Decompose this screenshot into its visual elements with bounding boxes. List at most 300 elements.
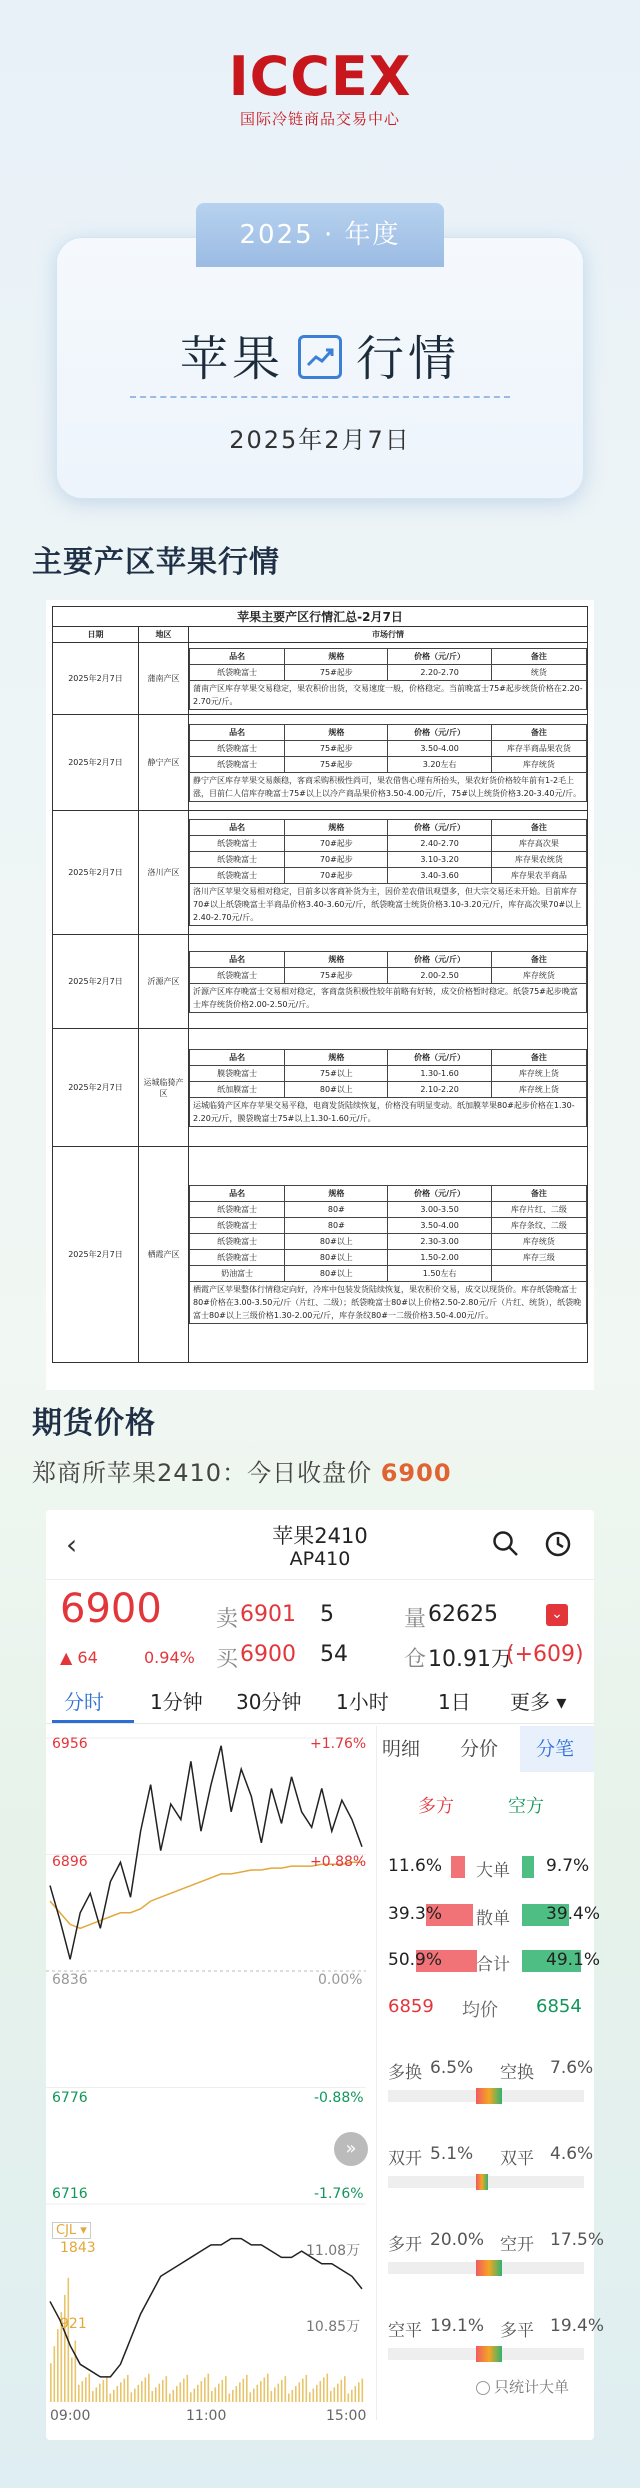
volume-bar [75, 2341, 77, 2402]
row-region: 蒲南产区 [139, 643, 189, 715]
inner-header: 规格 [285, 1049, 388, 1065]
bear-bar [522, 1856, 534, 1878]
inner-header: 价格（元/斤） [388, 820, 491, 836]
pair-b-value: 7.6% [550, 2058, 594, 2078]
volume-bar [145, 2377, 147, 2402]
flow-bull-pct: 39.3% [388, 1904, 443, 1924]
y-pct-1: +1.76% [310, 1736, 367, 1752]
row-region: 沂源产区 [139, 935, 189, 1029]
region-note: 运城临猗产区库存苹果交易平稳，电商发货陆续恢复，价格没有明显变动。纸加膜苹果80#起步价格在1.30-2.20元/斤，膜袋晚富士75#以上1.30-1.60元/斤。 [190, 1097, 587, 1126]
pair-a-value: 6.5% [430, 2058, 474, 2078]
price-cell: 膜袋晚富士 [190, 1065, 285, 1081]
volume-bar [341, 2380, 343, 2402]
col-header-region: 地区 [139, 627, 189, 643]
title-date: 2025年2月7日 [229, 426, 411, 454]
price-cell: 75#起步 [285, 967, 388, 983]
volume-bar [106, 2376, 108, 2402]
volume-bar [292, 2390, 294, 2402]
volume-bar [155, 2387, 157, 2402]
inner-header: 规格 [285, 724, 388, 740]
row-region: 静宁产区 [139, 715, 189, 811]
volume-bar [96, 2387, 98, 2402]
price-row [190, 1266, 587, 1282]
title-divider [130, 396, 510, 398]
table-row [53, 643, 588, 715]
volume-bar [134, 2389, 136, 2402]
tab-1hour[interactable]: 1小时 [336, 1690, 389, 1714]
flow-bull-pct: 11.6% [388, 1856, 443, 1876]
flow-name: 散单 [476, 1909, 510, 1929]
y-label-2: 6896 [52, 1854, 88, 1870]
price-cell: 纸袋晚富士 [190, 1218, 285, 1234]
bear-label: 空方 [508, 1796, 544, 1817]
section-heading-futures: 期货价格 [32, 1406, 156, 1441]
price-cell: 纸袋晚富士 [190, 756, 285, 772]
volume-bar [281, 2380, 283, 2402]
volume-bar [64, 2295, 66, 2402]
inner-header: 品名 [190, 724, 285, 740]
year-tab: 2025 · 年度 [196, 203, 444, 267]
price-row [190, 1202, 587, 1218]
side-tab-detail[interactable]: 明细 [382, 1738, 421, 1760]
pair-a-value: 19.1% [430, 2316, 485, 2336]
volume-bar [211, 2391, 213, 2402]
app-header [46, 1510, 594, 1580]
price-change-pct: 0.94% [144, 1648, 195, 1667]
only-big-label: 只统计大单 [494, 2378, 570, 2396]
price-cell: 2.30-3.00 [388, 1234, 491, 1250]
price-cell: 库存半商品果农货 [491, 740, 586, 756]
volume-bar [148, 2374, 150, 2402]
volume-bar [358, 2382, 360, 2402]
pair-a-label: 多开 [388, 2235, 422, 2255]
row-date: 2025年2月7日 [53, 1029, 139, 1147]
inner-header: 规格 [285, 1186, 388, 1202]
volume-bar [208, 2374, 210, 2402]
row-market [189, 715, 588, 811]
tab-1min[interactable]: 1分钟 [150, 1690, 203, 1714]
brand-logo [0, 45, 640, 129]
price-cell: 3.20左右 [388, 756, 491, 772]
price-row [190, 1234, 587, 1250]
price-cell [491, 1266, 586, 1282]
futures-close-line [32, 1453, 452, 1488]
volume-bar [260, 2381, 262, 2402]
volume-bar [302, 2379, 304, 2402]
volume-bar [110, 2394, 112, 2402]
price-row [190, 836, 587, 852]
volume-bar [344, 2376, 346, 2402]
flow-bear-pct: 9.7% [546, 1856, 590, 1876]
price-row [190, 967, 587, 983]
volume-bar [166, 2376, 168, 2402]
table-row [53, 811, 588, 935]
volume-bar [267, 2374, 269, 2402]
pair-a-label: 多换 [388, 2063, 422, 2083]
volume-bar [92, 2391, 94, 2402]
tab-more[interactable]: 更多 ▾ [510, 1690, 567, 1714]
row-region: 洛川产区 [139, 811, 189, 935]
volume-bar [320, 2381, 322, 2402]
volume-bar [120, 2382, 122, 2402]
page-title [56, 320, 584, 389]
inner-header: 备注 [491, 1049, 586, 1065]
volume-bar [348, 2394, 350, 2402]
volume-bar [278, 2384, 280, 2402]
market-table [52, 606, 588, 1363]
volume-bar [113, 2390, 115, 2402]
volume-bar [131, 2392, 133, 2402]
volume-bar [264, 2377, 266, 2402]
pair-b-label: 空换 [500, 2063, 534, 2083]
x-label-start: 09:00 [50, 2408, 91, 2424]
col-header-date: 日期 [53, 627, 139, 643]
flow-bear-pct: 39.4% [546, 1904, 601, 1924]
row-market [189, 643, 588, 715]
price-cell: 2.20-2.70 [388, 664, 491, 680]
market-table-image [46, 600, 594, 1390]
pair-bar [476, 2088, 502, 2104]
volume-bar [327, 2374, 329, 2402]
last-price: 6900 [60, 1586, 162, 1632]
volume-bar [274, 2387, 276, 2402]
quote-app [46, 1510, 605, 2440]
pair-b-label: 空开 [500, 2235, 534, 2255]
buy-volume: 54 [320, 1642, 348, 1667]
avg-bear: 6854 [536, 1996, 582, 2017]
region-note: 洛川产区苹果交易相对稳定，目前多以客商补货为主，因价差农借讯观望多，但大宗交易还未开始。目前库存70#以上纸袋晚富士半商品价格3.40-3.60元/斤，纸袋晚富士统货价格3.10-3.20元/斤，库存高次果70#以上2.40-2.70元/斤。 [190, 884, 587, 926]
price-cell: 70#起步 [285, 836, 388, 852]
tab-1day[interactable]: 1日 [438, 1690, 471, 1714]
price-cell: 80#以上 [285, 1234, 388, 1250]
inner-header: 备注 [491, 951, 586, 967]
oi-label: 仓 [404, 1647, 427, 1672]
volume-bar [232, 2390, 234, 2402]
price-cell: 75#起步 [285, 756, 388, 772]
flow-bull-pct: 50.9% [388, 1950, 443, 1970]
row-region: 栖霞产区 [139, 1147, 189, 1363]
inner-header: 规格 [285, 820, 388, 836]
row-date: 2025年2月7日 [53, 715, 139, 811]
price-cell: 库存三级 [491, 1250, 586, 1266]
price-cell: 库存统上货 [491, 1081, 586, 1097]
price-cell: 库存片红、二级 [491, 1202, 586, 1218]
price-cell: 库存高次果 [491, 836, 586, 852]
volume-bar [222, 2380, 224, 2402]
contract-code: AP410 [289, 1548, 351, 1570]
y-label-1: 6956 [52, 1736, 88, 1752]
price-cell: 70#起步 [285, 868, 388, 884]
table-row [53, 935, 588, 1029]
futures-close-label: 郑商所苹果2410：今日收盘价 [32, 1459, 373, 1487]
volume-bar [152, 2391, 154, 2402]
clock-icon[interactable] [544, 1530, 572, 1562]
volume-bar [169, 2394, 171, 2402]
back-icon[interactable]: ‹ [66, 1528, 78, 1561]
price-cell: 75#以上 [285, 1065, 388, 1081]
open-interest-change: (+609) [506, 1642, 584, 1667]
volume-bar [176, 2386, 178, 2402]
row-region: 运城临猗产区 [139, 1029, 189, 1147]
volume-bar [299, 2382, 301, 2402]
side-tab-tick[interactable]: 分笔 [536, 1738, 575, 1760]
row-date: 2025年2月7日 [53, 643, 139, 715]
period-tabs [46, 1678, 594, 1724]
tab-intraday[interactable]: 分时 [64, 1690, 104, 1714]
price-cell: 纸袋晚富士 [190, 836, 285, 852]
volume-bar [306, 2375, 308, 2402]
price-cell: 2.10-2.20 [388, 1081, 491, 1097]
price-cell: 1.50左右 [388, 1266, 491, 1282]
futures-close-price: 6900 [380, 1459, 452, 1487]
inner-header: 备注 [491, 724, 586, 740]
price-cell: 纸袋晚富士 [190, 1234, 285, 1250]
buy-label: 买 [216, 1647, 239, 1672]
pair-b-label: 双平 [500, 2149, 534, 2169]
volume-bar [71, 2358, 73, 2402]
table-row [53, 1029, 588, 1147]
price-row [190, 1081, 587, 1097]
price-cell: 70#起步 [285, 852, 388, 868]
volume-bar [194, 2389, 196, 2402]
region-note: 静宁产区库存苹果交易颇稳，客商采购积极性尚可，果农借售心理有所抬头，果农好货价格较年前有1-2毛上涨，目前仁人信库存晚富士75#以上以冷产商品果价格3.50-4.00元/斤，75#以上统货价格3.20-3.40元/斤。 [190, 772, 587, 801]
volume-bar [243, 2379, 245, 2402]
volume-bar [117, 2386, 119, 2402]
x-label-end: 15:00 [326, 2408, 367, 2424]
volume-bar [159, 2384, 161, 2402]
pair-bar [476, 2260, 502, 2276]
price-cell: 库存果农统货 [491, 852, 586, 868]
x-label-mid: 11:00 [186, 2408, 227, 2424]
y-label-3: 6836 [52, 1972, 88, 1988]
price-cell: 奶油富士 [190, 1266, 285, 1282]
section-heading-regions: 主要产区苹果行情 [32, 545, 280, 580]
price-cell: 库存统货 [491, 1234, 586, 1250]
volume-bar [271, 2391, 273, 2402]
price-cell: 库存统货 [491, 967, 586, 983]
volume-bar [82, 2381, 84, 2402]
volume-bar [201, 2381, 203, 2402]
pair-bar [476, 2346, 502, 2362]
price-row [190, 868, 587, 884]
volume-bar [316, 2385, 318, 2402]
volume-bar [229, 2394, 231, 2402]
only-big-toggle[interactable] [476, 2376, 569, 2397]
row-date: 2025年2月7日 [53, 935, 139, 1029]
sell-volume: 5 [320, 1602, 334, 1627]
pair-a-value: 20.0% [430, 2230, 485, 2250]
volume-bar [236, 2386, 238, 2402]
y-pct-2: +0.88% [310, 1854, 367, 1870]
oi-axis-max: 11.08万 [306, 2243, 361, 2259]
volume-bar [239, 2382, 241, 2402]
volume-bar [138, 2385, 140, 2402]
price-cell: 80# [285, 1202, 388, 1218]
volume-bar [57, 2329, 59, 2402]
price-cell: 3.40-3.60 [388, 868, 491, 884]
y-label-5: 6716 [52, 2186, 88, 2202]
volume-bar [309, 2392, 311, 2402]
price-cell: 纸袋晚富士 [190, 967, 285, 983]
inner-header: 价格（元/斤） [388, 648, 491, 664]
pair-a-label: 双开 [388, 2149, 422, 2169]
price-cell: 库存统货 [491, 756, 586, 772]
table-title: 苹果主要产区行情汇总-2月7日 [53, 607, 588, 627]
row-market [189, 935, 588, 1029]
region-note: 沂源产区库存晚富士交易相对稳定，客商盘货积极性较年前略有好转，成交价格暂时稳定。纸袋75#起步晚富士库存统货价格2.00-2.50元/斤。 [190, 983, 587, 1012]
price-row [190, 1065, 587, 1081]
volume-bar [225, 2376, 227, 2402]
volume-bar [162, 2380, 164, 2402]
volume-bar [197, 2385, 199, 2402]
table-row [53, 1147, 588, 1363]
row-market [189, 811, 588, 935]
price-cell: 库存统上货 [491, 1065, 586, 1081]
price-cell: 库存条纹、二级 [491, 1218, 586, 1234]
vol-axis-mid: 921 [60, 2316, 87, 2332]
volume-bar [127, 2375, 129, 2402]
volume-bar [257, 2385, 259, 2402]
price-cell: 纸袋晚富士 [190, 852, 285, 868]
volume-bar [183, 2379, 185, 2402]
logo-subtitle: 国际冷链商品交易中心 [239, 110, 400, 128]
volume-bar [285, 2376, 287, 2402]
row-market [189, 1029, 588, 1147]
price-row [190, 1250, 587, 1266]
price-cell: 纸袋晚富士 [190, 740, 285, 756]
volume-bar [246, 2375, 248, 2402]
price-cell: 80#以上 [285, 1266, 388, 1282]
volume-bar [85, 2377, 87, 2402]
volume-bar [78, 2385, 80, 2402]
volume-bar [250, 2392, 252, 2402]
volume-bar [141, 2381, 143, 2402]
pair-a-value: 5.1% [430, 2144, 474, 2164]
expand-chart-icon[interactable]: » [334, 2132, 368, 2166]
volume-value: 62625 [428, 1602, 498, 1627]
trend-chart-icon [298, 335, 342, 379]
price-row [190, 756, 587, 772]
volume-bar [103, 2380, 105, 2402]
volume-bar [187, 2375, 189, 2402]
title-left: 苹果 [179, 331, 284, 387]
buy-price: 6900 [240, 1642, 296, 1667]
price-cell: 纸袋晚富士 [190, 664, 285, 680]
price-cell: 80#以上 [285, 1250, 388, 1266]
price-cell: 2.00-2.50 [388, 967, 491, 983]
avg-bull: 6859 [388, 1996, 434, 2017]
region-note: 栖霞产区苹果整体行情稳定向好，冷库中包装发货陆续恢复，果农积价交易，成交以现货价。库存纸袋晚富士80#价格在3.00-3.50元/斤（片红、二级）；纸袋晚富士80#以上价格2.50-2.80元/斤（片红、统货），纸袋晚富士80#以上三级价格1.30-2.00元/斤，库存条纹80#一二级价格3.50-4.00元/斤。 [190, 1282, 587, 1324]
price-cell: 库存果农半商品 [491, 868, 586, 884]
row-date: 2025年2月7日 [53, 1147, 139, 1363]
title-right: 行情 [356, 331, 461, 387]
vol-axis-max: 1843 [60, 2240, 96, 2256]
bull-label: 多方 [418, 1796, 454, 1817]
avg-label: 均价 [462, 2000, 498, 2021]
volume-bar [362, 2379, 364, 2402]
volume-bar [204, 2377, 206, 2402]
y-pct-3: 0.00% [318, 1972, 363, 1988]
inner-header: 备注 [491, 820, 586, 836]
price-cell: 3.50-4.00 [388, 740, 491, 756]
search-icon[interactable] [492, 1530, 520, 1562]
inner-header: 价格（元/斤） [388, 724, 491, 740]
volume-bar [89, 2374, 91, 2402]
pair-b-value: 4.6% [550, 2144, 594, 2164]
oi-axis-min: 10.85万 [306, 2319, 361, 2335]
inner-header: 品名 [190, 820, 285, 836]
table-row [53, 715, 588, 811]
volume-bar [215, 2387, 217, 2402]
side-tab-price[interactable]: 分价 [460, 1738, 499, 1760]
pair-b-value: 19.4% [550, 2316, 605, 2336]
volume-bar [173, 2390, 175, 2402]
price-cell: 3.00-3.50 [388, 1202, 491, 1218]
volume-bar [50, 2363, 52, 2402]
active-tab-indicator [52, 1720, 134, 1723]
price-cell: 3.10-3.20 [388, 852, 491, 868]
price-row [190, 664, 587, 680]
logo-text: ICCEX [228, 45, 412, 108]
price-cell: 80# [285, 1218, 388, 1234]
price-row [190, 740, 587, 756]
sell-label: 卖 [216, 1607, 239, 1632]
inner-header: 备注 [491, 648, 586, 664]
expand-icon[interactable]: ⌄ [546, 1604, 568, 1626]
volume-bar [124, 2379, 126, 2402]
volume-bar [351, 2390, 353, 2402]
price-cell: 2.40-2.70 [388, 836, 491, 852]
y-pct-5: -1.76% [314, 2186, 364, 2202]
price-cell: 统货 [491, 664, 586, 680]
inner-header: 规格 [285, 951, 388, 967]
inner-header: 品名 [190, 648, 285, 664]
cjl-selector[interactable]: CJL ▾ [52, 2222, 91, 2239]
volume-label: 量 [404, 1607, 427, 1632]
pair-b-value: 17.5% [550, 2230, 605, 2250]
price-cell: 75#起步 [285, 740, 388, 756]
volume-bar [330, 2391, 332, 2402]
bull-bar [451, 1856, 465, 1878]
price-cell: 纸袋晚富士 [190, 868, 285, 884]
flow-name: 合计 [476, 1955, 510, 1975]
inner-header: 价格（元/斤） [388, 951, 491, 967]
price-row [190, 1218, 587, 1234]
volume-bar [288, 2394, 290, 2402]
inner-header: 品名 [190, 1049, 285, 1065]
inner-header: 规格 [285, 648, 388, 664]
flow-bear-pct: 49.1% [546, 1950, 601, 1970]
price-line [50, 1746, 362, 1960]
y-pct-4: -0.88% [314, 2090, 364, 2106]
inner-header: 价格（元/斤） [388, 1049, 491, 1065]
volume-bar [190, 2392, 192, 2402]
flow-name: 大单 [476, 1861, 510, 1881]
price-cell: 80#以上 [285, 1081, 388, 1097]
volume-bar [337, 2384, 339, 2402]
inner-header: 品名 [190, 951, 285, 967]
col-header-market: 市场行情 [189, 627, 588, 643]
y-label-4: 6776 [52, 2090, 88, 2106]
price-cell: 纸加膜富士 [190, 1081, 285, 1097]
volume-bar [334, 2387, 336, 2402]
row-market [189, 1147, 588, 1363]
price-cell: 1.30-1.60 [388, 1065, 491, 1081]
price-cell: 纸袋晚富士 [190, 1202, 285, 1218]
volume-bar [323, 2377, 325, 2402]
tab-30min[interactable]: 30分钟 [236, 1690, 302, 1714]
pair-bar [476, 2174, 488, 2190]
